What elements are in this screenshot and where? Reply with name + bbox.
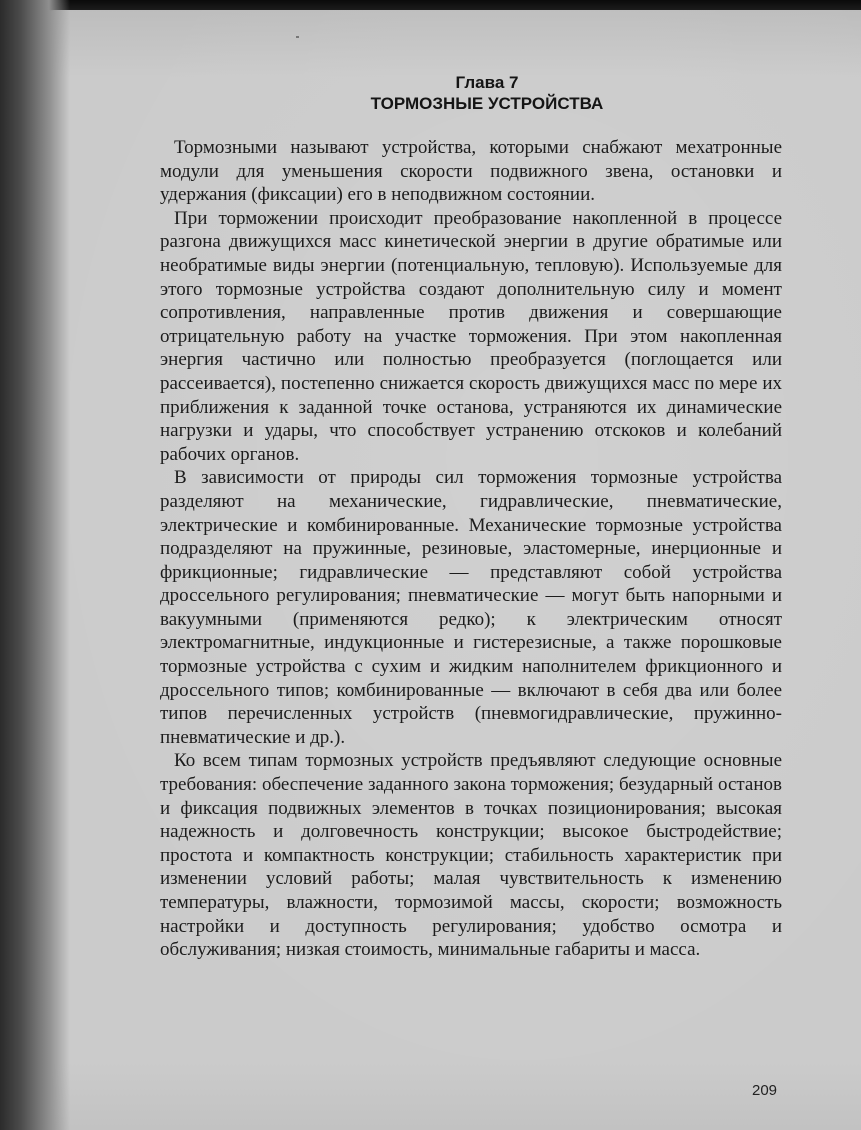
book-gutter-shadow <box>0 0 70 1130</box>
paragraph-3: В зависимости от природы сил торможения тормозные устройства разделяют на механические, гидравлические, пневматические, электрические и комбинированные. Механические тормозные устройства подразделяют на пружинные, резиновые, эластомерные, инерционные и фрикционные; гидравлические — представляют собой устройства дроссельного регулирования; пневматические — могут быть напорными и вакуумными (применяются редко); к электрическим относят электромагнитные, индукционные и гистерезисные, а также порошковые тормозные устройства с сухим и жидким наполнителем фрикционного и дроссельного типов; комбинированные — включают в себя два или более типов перечисленных устройств (пневмогидравлические, пружинно-пневматические и др.). <box>160 467 782 748</box>
page-content <box>160 72 782 962</box>
chapter-heading <box>180 72 794 114</box>
page-number: 209 <box>752 1082 778 1099</box>
paragraph-1: Тормозными называют устройства, которыми снабжают мехатронные модули для уменьшения скорости подвижного звена, остановки и удержания (фиксации) его в неподвижном состоянии. <box>160 137 782 206</box>
chapter-label: Глава 7 <box>455 73 519 92</box>
paragraph-4: Ко всем типам тормозных устройств предъявляют следующие основные требования: обеспечение заданного закона торможения; безударный останов и фиксация подвижных элементов в точках позиционирования; высокая надежность и долговечность конструкции; высокое быстродействие; простота и компактность конструкции; стабильность характеристик при изменении условий работы; малая чувствительность к изменению температуры, влажности, тормозимой массы, скорости; возможность настройки и доступность регулирования; удобство осмотра и обслуживания; низкая стоимость, минимальные габариты и масса. <box>160 750 782 961</box>
paragraph-2: При торможении происходит преобразование накопленной в процессе разгона движущихся масс кинетической энергии в другие обратимые или необратимые виды энергии (потенциальную, тепловую). Используемые для этого тормозные устройства создают дополнительную силу и момент сопротивления, направленные против движения и совершающие отрицательную работу на участке торможения. При этом накопленная энергия частично или полностью преобразуется (поглощается или рассеивается), постепенно снижается скорость движущихся масс по мере их приближения к заданной точке останова, устраняются их динамические нагрузки и удары, что способствует устранению отскоков и колебаний рабочих органов. <box>160 207 782 465</box>
scan-speck <box>296 36 299 38</box>
chapter-title: ТОРМОЗНЫЕ УСТРОЙСТВА <box>370 94 604 113</box>
